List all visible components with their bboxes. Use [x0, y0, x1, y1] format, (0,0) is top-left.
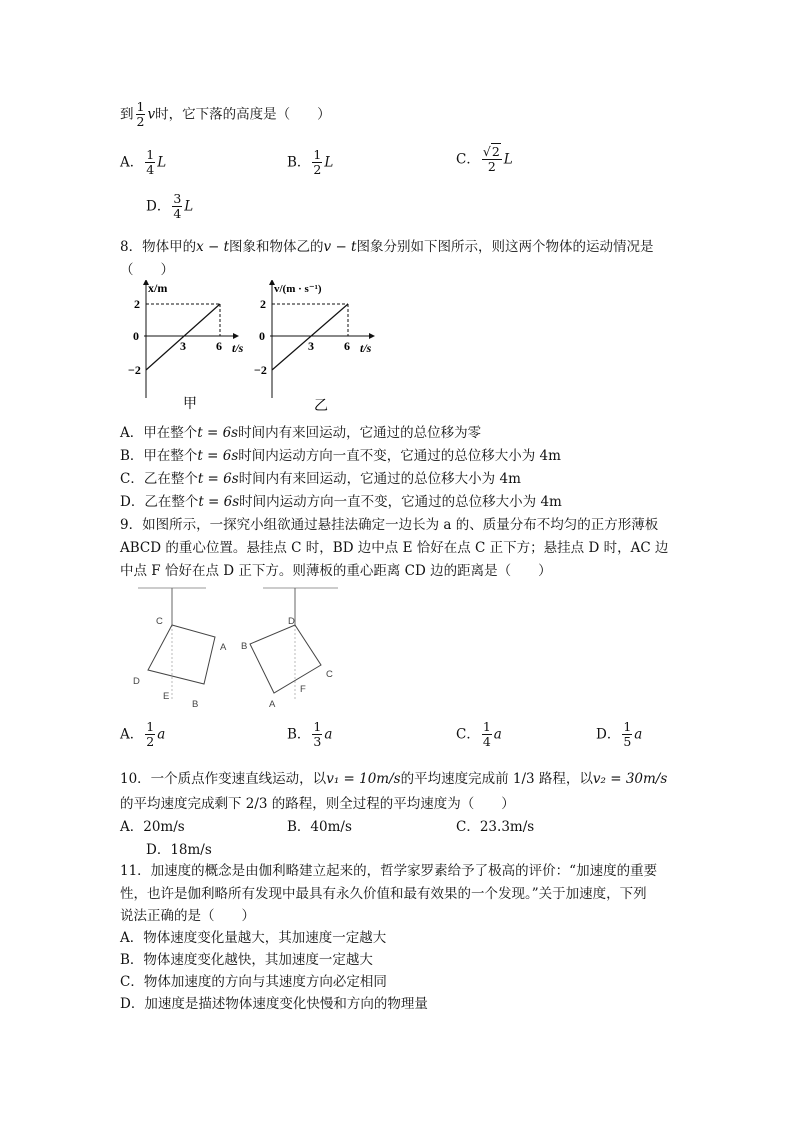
q9-option-c[interactable]: C． $\frac{1}{4}$ a — [456, 719, 502, 750]
q8-option-d[interactable]: D．乙在整个t = 6s时间内运动方向一直不变，它通过的总位移大小为 4m — [120, 494, 562, 510]
q9-option-d[interactable]: D． $\frac{1}{5}$ a — [596, 719, 643, 750]
graph-jia — [128, 281, 244, 412]
tick-label: 3 — [180, 339, 186, 353]
data-line — [146, 304, 220, 370]
svg-text:D: D — [288, 616, 295, 627]
q11-option-b[interactable]: B．物体速度变化越快，其加速度一定越大 — [120, 952, 373, 968]
y-label: x/m — [148, 281, 168, 295]
q8-option-a[interactable]: A．甲在整个t = 6s时间内有来回运动，它通过的总位移为零 — [120, 425, 482, 441]
q10-stem-line1: 10．一个质点作变速直线运动，以v₁ = 10m/s的平均速度完成前 1/3 路程，以v₂ = 30m/s — [120, 771, 668, 787]
q9-stem-line2: ABCD 的重心位置。悬挂点 C 时，BD 边中点 E 恰好在点 C 正下方；悬挂点 D 时，AC 边 — [120, 540, 669, 556]
tick-label: 3 — [308, 339, 314, 353]
x-label: t/s — [360, 341, 372, 355]
q9-option-b[interactable]: B． $\frac{1}{3}$ a — [287, 719, 333, 750]
svg-text:B: B — [192, 699, 199, 710]
q11-option-c[interactable]: C．物体加速度的方向与其速度方向必定相同 — [120, 974, 387, 990]
figure-hang-d — [241, 588, 338, 710]
svg-text:E: E — [163, 691, 170, 702]
q9-stem-line1: 9．如图所示，一探究小组欲通过悬挂法确定一边长为 a 的、质量分布不均匀的正方形薄板 — [120, 517, 659, 533]
q10-option-a[interactable]: A．20m/s — [120, 819, 185, 835]
tick-label: 0 — [259, 329, 265, 343]
svg-text:C: C — [326, 669, 333, 680]
data-line — [272, 304, 348, 370]
q11-stem-line3: 说法正确的是（ ） — [120, 908, 255, 924]
q7-option-a[interactable]: A． $\frac{1}{4}$ L — [120, 147, 167, 178]
x-label: t/s — [232, 341, 244, 355]
svg-text:C: C — [156, 616, 163, 627]
svg-text:D: D — [133, 676, 140, 687]
q11-option-a[interactable]: A．物体速度变化量越大，其加速度一定越大 — [120, 930, 387, 946]
q10-option-d[interactable]: D．18m/s — [146, 842, 212, 858]
q10-stem-line2: 的平均速度完成剩下 2/3 的路程，则全过程的平均速度为（ ） — [120, 796, 515, 812]
q11-stem-line1: 11．加速度的概念是由伽利略建立起来的，哲学家罗素给予了极高的评价：“加速度的重要 — [120, 863, 658, 879]
q11-option-d[interactable]: D．加速度是描述物体速度变化快慢和方向的物理量 — [120, 996, 428, 1012]
fraction: $\frac{1}{2}$ — [136, 99, 145, 130]
q7-option-c[interactable]: C． $\frac{√2}{2}$ L — [456, 144, 513, 175]
sqrt-symbol: √2 — [482, 144, 500, 159]
graph-yi — [254, 282, 372, 414]
svg-text:F: F — [300, 684, 306, 695]
q8-option-b[interactable]: B．甲在整个t = 6s时间内运动方向一直不变，它通过的总位移大小为 4m — [120, 448, 561, 464]
svg-text:A: A — [269, 699, 276, 710]
tick-label: 6 — [344, 339, 350, 353]
q7-option-b[interactable]: B． $\frac{1}{2}$ L — [287, 147, 334, 178]
q9-stem-line3: 中点 F 恰好在点 D 正下方。则薄板的重心距离 CD 边的距离是（ ） — [120, 563, 552, 579]
tick-label: −2 — [128, 363, 141, 377]
figure-hang-c — [133, 588, 227, 710]
q8-option-c[interactable]: C．乙在整个t = 6s时间内有来回运动，它通过的总位移大小为 4m — [120, 471, 521, 487]
q7-stem: 到 $\frac{1}{2}$ v时，它下落的高度是（ ） — [120, 99, 331, 130]
tick-label: 6 — [216, 339, 222, 353]
tick-label: 2 — [260, 297, 266, 311]
q8-graphs — [128, 280, 388, 415]
q8-stem-paren: （ ） — [120, 262, 174, 278]
q10-option-b[interactable]: B．40m/s — [287, 819, 352, 835]
tick-label: 2 — [134, 297, 140, 311]
tick-label: 0 — [133, 329, 139, 343]
tick-label: −2 — [254, 363, 267, 377]
q11-stem-line2: 性，也许是伽利略所有发现中最具有永久价值和最有效果的一个发现。”关于加速度，下列 — [120, 886, 647, 902]
caption: 甲 — [183, 397, 197, 412]
q9-figures — [128, 585, 353, 715]
svg-text:A: A — [220, 642, 227, 653]
q9-option-a[interactable]: A． $\frac{1}{2}$ a — [120, 719, 166, 750]
q10-option-c[interactable]: C．23.3m/s — [456, 819, 535, 835]
svg-text:B: B — [241, 641, 248, 652]
caption: 乙 — [314, 399, 328, 414]
q8-stem: 8．物体甲的x − t图象和物体乙的v − t图象分别如下图所示，则这两个物体的运动情况是 — [120, 239, 654, 255]
q7-option-d[interactable]: D． $\frac{3}{4}$ L — [146, 191, 194, 222]
y-label: v/(m · s⁻¹) — [274, 283, 322, 295]
